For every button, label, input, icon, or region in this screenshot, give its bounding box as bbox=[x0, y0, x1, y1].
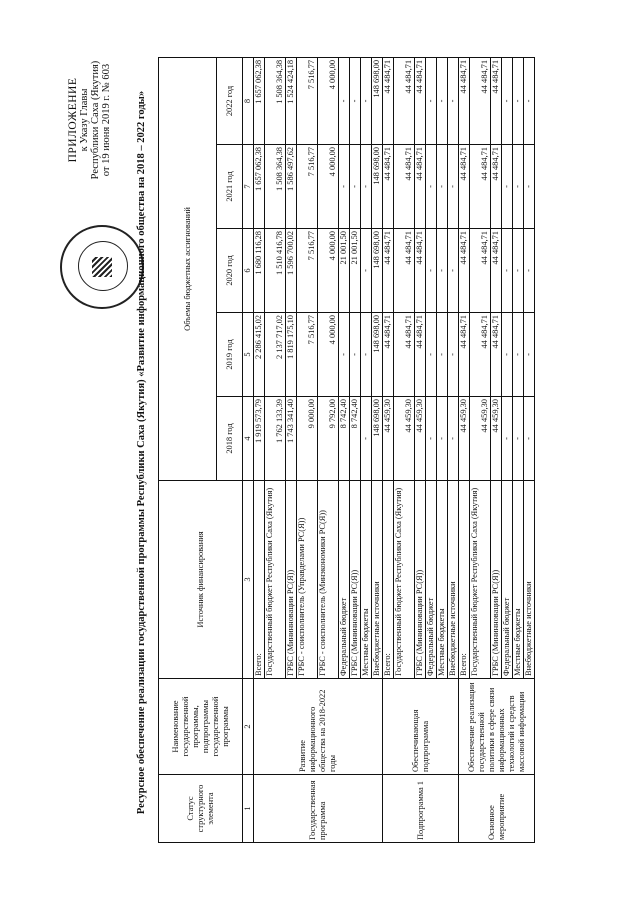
budget-value: 44 484,71 bbox=[491, 313, 502, 397]
column-number: 8 bbox=[243, 57, 254, 144]
budget-value: 148 698,00 bbox=[372, 145, 383, 229]
funding-source: Внебюджетные источники bbox=[448, 481, 459, 679]
budget-value: - bbox=[361, 397, 372, 481]
budget-value: - bbox=[426, 145, 437, 229]
budget-value: - bbox=[350, 313, 361, 397]
budget-value: - bbox=[437, 397, 448, 481]
element-status: Основное мероприятие bbox=[459, 775, 535, 843]
budget-value: 4 000,00 bbox=[318, 145, 339, 229]
funding-source: Местные бюджеты bbox=[437, 481, 448, 679]
budget-value: - bbox=[426, 313, 437, 397]
budget-value: - bbox=[502, 397, 513, 481]
funding-source: Местные бюджеты bbox=[361, 481, 372, 679]
budget-value: - bbox=[448, 229, 459, 313]
budget-value: 44 484,71 bbox=[491, 229, 502, 313]
funding-source: ГРБС (Мининновации РС(Я)) bbox=[415, 481, 426, 679]
budget-value: 1 743 341,40 bbox=[286, 397, 297, 481]
budget-value: - bbox=[448, 145, 459, 229]
budget-value: - bbox=[350, 57, 361, 144]
document-title: Ресурсное обеспечение реализации государственной программы Республики Саха (Якутия) «Развитие информационного общества на 2018 – 2022 годы» bbox=[136, 90, 147, 815]
budget-value: 2 286 415,02 bbox=[254, 313, 265, 397]
budget-value: - bbox=[448, 57, 459, 144]
column-number: 2 bbox=[243, 679, 254, 775]
budget-value: - bbox=[426, 57, 437, 144]
budget-value: 44 484,71 bbox=[394, 313, 415, 397]
budget-value: 44 484,71 bbox=[415, 57, 426, 144]
budget-value: 44 484,71 bbox=[470, 145, 491, 229]
funding-source: Государственный бюджет Республики Саха (Якутия) bbox=[470, 481, 491, 679]
budget-value: 44 484,71 bbox=[383, 57, 394, 144]
budget-value: 9 000,00 bbox=[297, 397, 318, 481]
resource-table bbox=[158, 57, 535, 843]
budget-value: 44 484,71 bbox=[459, 57, 470, 144]
budget-value: 148 698,00 bbox=[372, 229, 383, 313]
funding-source: Государственный бюджет Республики Саха (Якутия) bbox=[394, 481, 415, 679]
budget-value: 1 508 364,38 bbox=[265, 57, 286, 144]
budget-value: - bbox=[513, 145, 524, 229]
budget-value: - bbox=[361, 229, 372, 313]
column-number: 3 bbox=[243, 481, 254, 679]
budget-value: 44 484,71 bbox=[415, 313, 426, 397]
budget-value: - bbox=[502, 145, 513, 229]
budget-value: 1 586 497,62 bbox=[286, 145, 297, 229]
program-name: Развитие информационного общества на 2018-2022 годы bbox=[254, 679, 383, 775]
budget-value: - bbox=[513, 57, 524, 144]
column-number: 7 bbox=[243, 145, 254, 229]
budget-value: 1 510 416,78 bbox=[265, 229, 286, 313]
budget-value: - bbox=[524, 313, 535, 397]
element-status: Подпрограмма 1 bbox=[383, 775, 459, 843]
annex-title: ПРИЛОЖЕНИЕ bbox=[67, 77, 79, 163]
budget-value: - bbox=[524, 145, 535, 229]
annex-line-3: от 19 июня 2019 г. № 603 bbox=[101, 63, 112, 177]
funding-source: ГРБС (Мининновации РС(Я)) bbox=[286, 481, 297, 679]
budget-value: 44 459,30 bbox=[415, 397, 426, 481]
budget-value: 1 919 573,79 bbox=[254, 397, 265, 481]
budget-value: 44 484,71 bbox=[459, 145, 470, 229]
budget-value: 44 484,71 bbox=[470, 57, 491, 144]
budget-value: 44 484,71 bbox=[394, 145, 415, 229]
budget-value: 1 657 062,38 bbox=[254, 57, 265, 144]
funding-source: ГРБС - соисполнитель (Минэкономики РС(Я)) bbox=[318, 481, 339, 679]
budget-value: 7 516,77 bbox=[297, 57, 318, 144]
budget-value: 1 762 133,39 bbox=[265, 397, 286, 481]
budget-value: 44 484,71 bbox=[394, 229, 415, 313]
budget-value: 44 484,71 bbox=[470, 313, 491, 397]
budget-value: 8 742,40 bbox=[350, 397, 361, 481]
header-volumes: Объемы бюджетных ассигнований bbox=[159, 57, 217, 480]
budget-value: 44 459,30 bbox=[383, 397, 394, 481]
budget-value: - bbox=[350, 145, 361, 229]
funding-source: Государственный бюджет Республики Саха (Якутия) bbox=[265, 481, 286, 679]
annex-line-1: к Указу Главы bbox=[79, 88, 90, 152]
budget-value: 148 698,00 bbox=[372, 397, 383, 481]
header-source: Источник финансирования bbox=[159, 481, 243, 679]
annex-block bbox=[68, 35, 112, 205]
budget-value: 1 680 116,28 bbox=[254, 229, 265, 313]
element-status: Государственная программа bbox=[254, 775, 383, 843]
budget-value: - bbox=[448, 313, 459, 397]
budget-value: - bbox=[426, 229, 437, 313]
funding-source: Всего: bbox=[254, 481, 265, 679]
budget-value: - bbox=[524, 397, 535, 481]
budget-value: 21 001,50 bbox=[339, 229, 350, 313]
table-row bbox=[254, 57, 265, 842]
budget-value: 44 484,71 bbox=[470, 229, 491, 313]
budget-value: - bbox=[502, 313, 513, 397]
budget-value: - bbox=[339, 313, 350, 397]
funding-source: Всего: bbox=[383, 481, 394, 679]
budget-value: - bbox=[426, 397, 437, 481]
budget-value: 44 459,30 bbox=[394, 397, 415, 481]
seal-emblem bbox=[92, 257, 112, 277]
budget-value: - bbox=[513, 313, 524, 397]
column-number: 5 bbox=[243, 313, 254, 397]
funding-source: Всего: bbox=[459, 481, 470, 679]
budget-value: 44 484,71 bbox=[491, 145, 502, 229]
budget-value: 21 001,50 bbox=[350, 229, 361, 313]
funding-source: Федеральный бюджет bbox=[502, 481, 513, 679]
header-year: 2021 год bbox=[217, 145, 243, 229]
budget-value: - bbox=[437, 57, 448, 144]
funding-source: Федеральный бюджет bbox=[339, 481, 350, 679]
budget-value: - bbox=[339, 145, 350, 229]
budget-value: 44 484,71 bbox=[459, 229, 470, 313]
budget-value: - bbox=[361, 313, 372, 397]
header-year: 2018 год bbox=[217, 397, 243, 481]
header-year: 2020 год bbox=[217, 229, 243, 313]
budget-value: 44 484,71 bbox=[491, 57, 502, 144]
budget-value: - bbox=[513, 397, 524, 481]
budget-value: - bbox=[361, 145, 372, 229]
budget-value: 1 596 700,02 bbox=[286, 229, 297, 313]
budget-value: 44 484,71 bbox=[415, 229, 426, 313]
funding-source: Внебюджетные источники bbox=[524, 481, 535, 679]
header-name: Наименование государственной программы, подпрограммы государственной программы bbox=[159, 679, 243, 775]
budget-value: 148 698,00 bbox=[372, 57, 383, 144]
budget-value: 1 819 175,10 bbox=[286, 313, 297, 397]
budget-value: - bbox=[502, 57, 513, 144]
budget-value: - bbox=[524, 229, 535, 313]
budget-value: 8 742,40 bbox=[339, 397, 350, 481]
budget-value: 44 459,30 bbox=[470, 397, 491, 481]
table-row bbox=[459, 57, 470, 842]
budget-value: - bbox=[513, 229, 524, 313]
program-name: Обеспечение реализации государственной политики в сфере связи информационных технологий и средств массовой информации bbox=[459, 679, 535, 775]
official-seal bbox=[60, 225, 144, 309]
budget-value: 7 516,77 bbox=[297, 145, 318, 229]
funding-source: ГРБС - соисполнитель (Управделами РС(Я)) bbox=[297, 481, 318, 679]
column-number: 1 bbox=[243, 775, 254, 843]
budget-value: 2 137 717,02 bbox=[265, 313, 286, 397]
funding-source: Внебюджетные источники bbox=[372, 481, 383, 679]
budget-value: - bbox=[437, 229, 448, 313]
budget-value: - bbox=[437, 313, 448, 397]
budget-value: 9 792,00 bbox=[318, 397, 339, 481]
header-year: 2019 год bbox=[217, 313, 243, 397]
budget-value: 1 508 364,38 bbox=[265, 145, 286, 229]
budget-value: 4 000,00 bbox=[318, 229, 339, 313]
budget-value: 44 484,71 bbox=[383, 145, 394, 229]
budget-value: - bbox=[524, 57, 535, 144]
budget-value: - bbox=[448, 397, 459, 481]
budget-value: 44 484,71 bbox=[415, 145, 426, 229]
budget-value: 7 516,77 bbox=[297, 229, 318, 313]
budget-value: 44 484,71 bbox=[383, 313, 394, 397]
budget-value: 44 484,71 bbox=[394, 57, 415, 144]
budget-value: 44 484,71 bbox=[459, 313, 470, 397]
table-row bbox=[383, 57, 394, 842]
program-name: Обеспечивающая подпрограмма bbox=[383, 679, 459, 775]
budget-value: 4 000,00 bbox=[318, 313, 339, 397]
budget-value: - bbox=[361, 57, 372, 144]
column-number: 6 bbox=[243, 229, 254, 313]
budget-value: - bbox=[502, 229, 513, 313]
budget-value: 44 459,30 bbox=[491, 397, 502, 481]
budget-value: 7 516,77 bbox=[297, 313, 318, 397]
budget-value: - bbox=[339, 57, 350, 144]
budget-value: 44 484,71 bbox=[383, 229, 394, 313]
budget-value: - bbox=[437, 145, 448, 229]
budget-value: 148 698,00 bbox=[372, 313, 383, 397]
budget-value: 1 524 424,18 bbox=[286, 57, 297, 144]
budget-value: 4 000,00 bbox=[318, 57, 339, 144]
funding-source: Местные бюджеты bbox=[513, 481, 524, 679]
header-status: Статус структурного элемента bbox=[159, 775, 243, 843]
header-year: 2022 год bbox=[217, 57, 243, 144]
column-number: 4 bbox=[243, 397, 254, 481]
funding-source: ГРБС (Мининновации РС(Я)) bbox=[491, 481, 502, 679]
budget-value: 1 657 062,38 bbox=[254, 145, 265, 229]
funding-source: ГРБС (Мининновации РС(Я)) bbox=[350, 481, 361, 679]
annex-line-2: Республики Саха (Якутия) bbox=[90, 60, 101, 180]
budget-value: 44 459,30 bbox=[459, 397, 470, 481]
funding-source: Федеральный бюджет bbox=[426, 481, 437, 679]
